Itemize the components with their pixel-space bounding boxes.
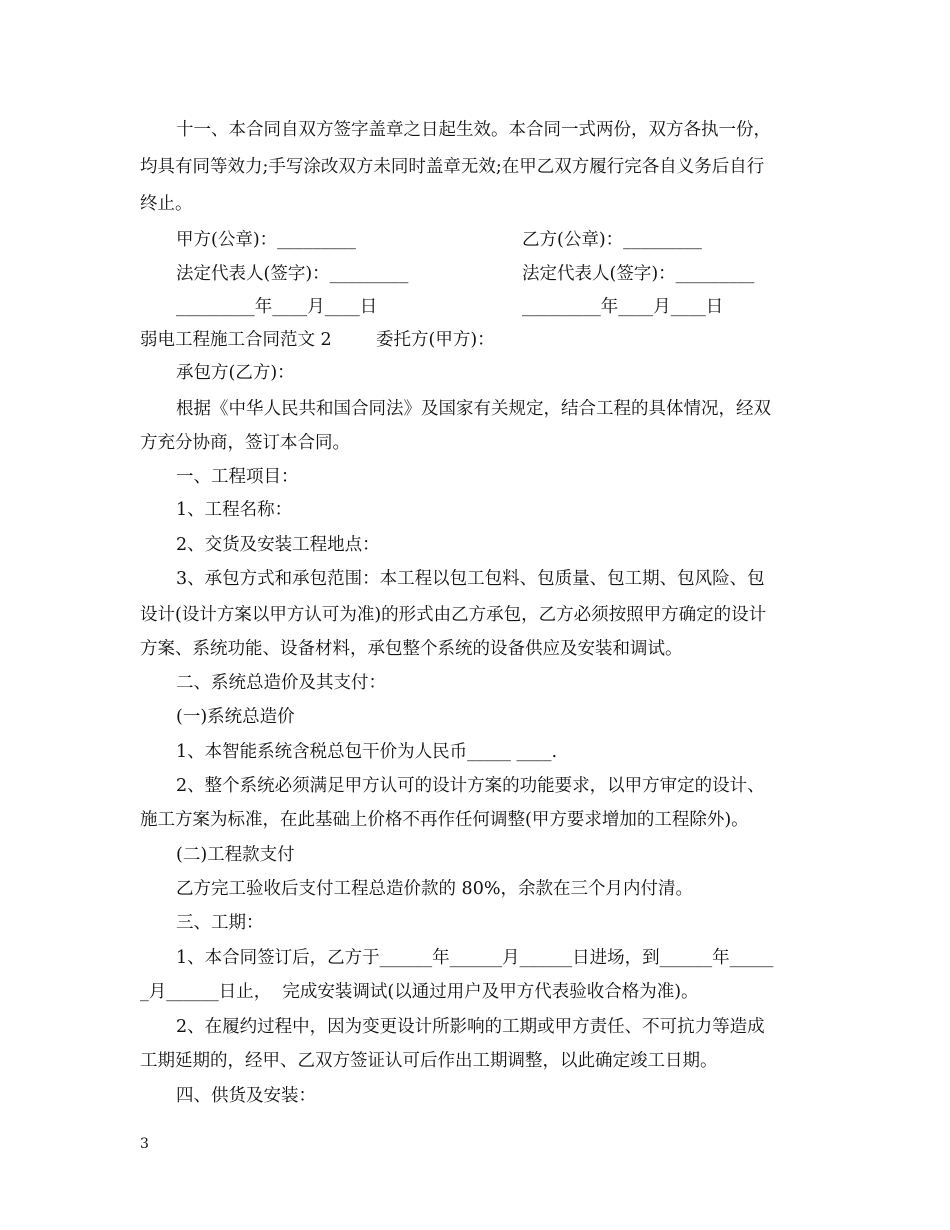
party-a-date: _________年____月____日 xyxy=(176,297,378,317)
clause-11-line-3: 终止。 xyxy=(140,194,193,214)
party-b-date: _________年____月____日 xyxy=(522,297,724,317)
price-condition-line-1: 2、整个系统必须满足甲方认可的设计方案的功能要求，以甲方审定的设计、 xyxy=(176,776,765,796)
project-name: 1、工程名称： xyxy=(176,500,293,520)
schedule-line-2: _月______日止， 完成安装调试(以通过用户及甲方代表验收合格为准)。 xyxy=(140,982,699,1002)
price-condition-line-2: 施工方案为标准，在此基础上价格不再作任何调整(甲方要求增加的工程除外)。 xyxy=(140,810,749,830)
preamble-line-2: 方充分协商，签订本合同。 xyxy=(140,433,350,453)
installation-location: 2、交货及安装工程地点： xyxy=(176,535,380,555)
contract-scope-line-2: 设计(设计方案以甲方认可为准)的形式由乙方承包，乙方必须按照甲方确定的设计 xyxy=(140,605,767,625)
clause-11-line-2: 均具有同等效力;手写涂改双方未同时盖章无效;在甲乙双方履行完各自义务后自行 xyxy=(140,157,765,177)
total-cost-heading: (一)系统总造价 xyxy=(176,707,295,727)
delay-clause-line-1: 2、在履约过程中，因为变更设计所影响的工期或甲方责任、不可抗力等造成 xyxy=(176,1017,765,1037)
party-b-seal: 乙方(公章)：_________ xyxy=(522,230,702,250)
section-3-heading: 三、工期： xyxy=(176,913,264,933)
party-b-representative: 法定代表人(签字)：_________ xyxy=(522,264,755,284)
clause-11-line-1: 十一、本合同自双方签字盖章之日起生效。本合同一式两份，双方各执一份， xyxy=(176,120,771,140)
payment-terms: 乙方完工验收后支付工程总造价款的 80%，余款在三个月内付清。 xyxy=(176,879,693,899)
section-1-heading: 一、工程项目： xyxy=(176,467,299,487)
contract-scope-line-3: 方案、系统功能、设备材料，承包整个系统的设备供应及安装和调试。 xyxy=(140,639,683,659)
contract-scope-line-1: 3、承包方式和承包范围：本工程以包工包料、包质量、包工期、包风险、包 xyxy=(176,569,765,589)
payment-heading: (二)工程款支付 xyxy=(176,845,295,865)
party-a-seal: 甲方(公章)：_________ xyxy=(176,230,356,250)
total-price: 1、本智能系统含税总包干价为人民币_____ ____. xyxy=(176,742,558,762)
page-number: 3 xyxy=(140,1136,149,1152)
preamble-line-1: 根据《中华人民共和国合同法》及国家有关规定，结合工程的具体情况，经双 xyxy=(176,399,771,419)
section-2-heading: 二、系统总造价及其支付： xyxy=(176,673,386,693)
contract-title: 弱电工程施工合同范文 2 xyxy=(140,330,332,350)
contractor-party: 承包方(乙方)： xyxy=(176,363,295,383)
schedule-line-1: 1、本合同签订后，乙方于______年______月______日进场，到______年_____ xyxy=(176,948,774,968)
client-party: 委托方(甲方)： xyxy=(376,330,495,350)
delay-clause-line-2: 工期延期的，经甲、乙双方签证认可后作出工期调整，以此确定竣工日期。 xyxy=(140,1051,718,1071)
section-4-heading: 四、供货及安装： xyxy=(176,1086,316,1106)
party-a-representative: 法定代表人(签字)：_________ xyxy=(176,264,409,284)
